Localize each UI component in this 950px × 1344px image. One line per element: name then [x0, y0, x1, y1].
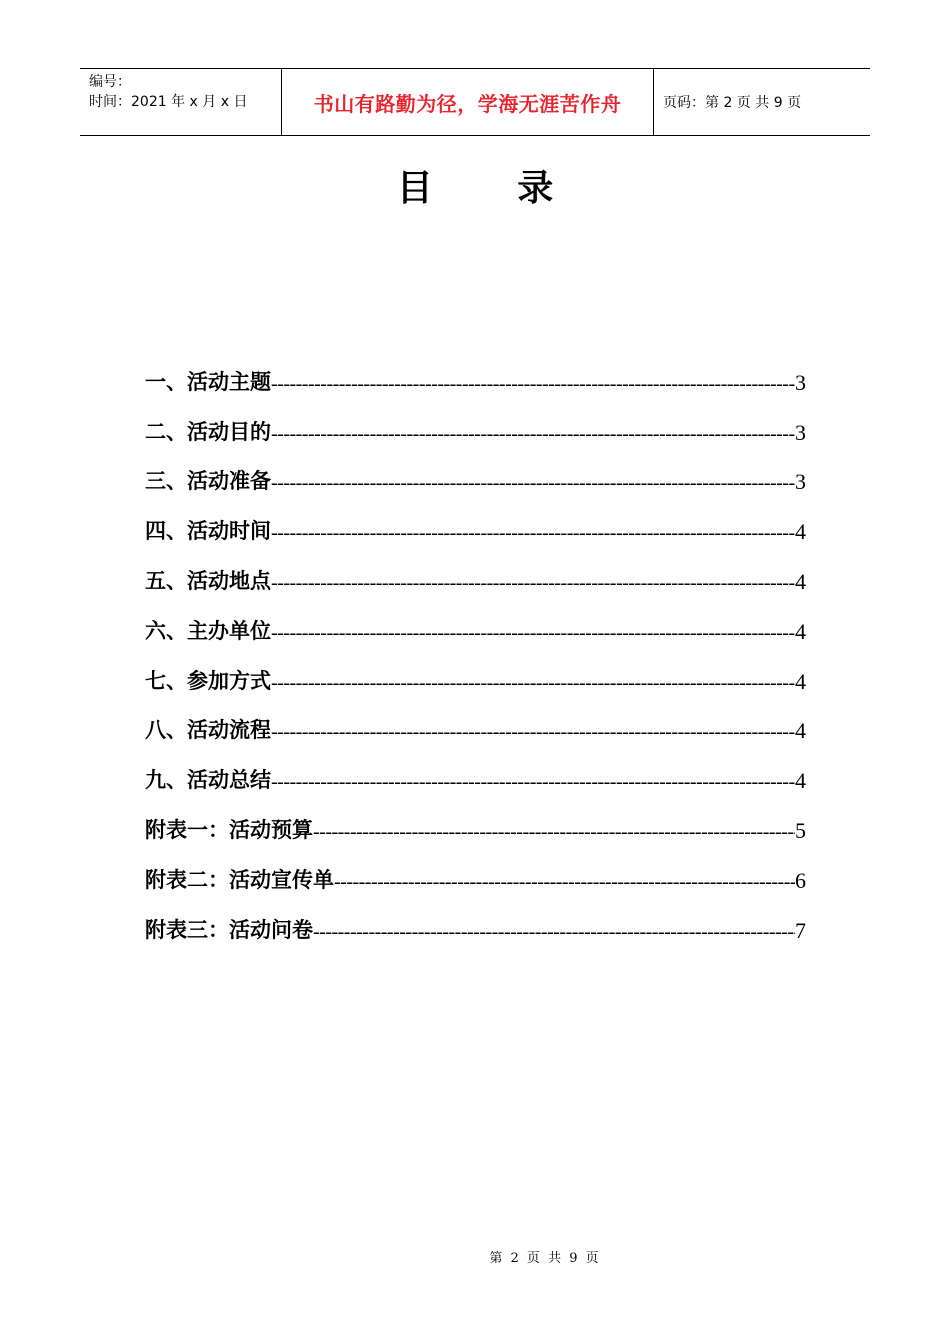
toc-item[interactable]: [145, 844, 806, 894]
toc-item[interactable]: [145, 794, 806, 844]
toc-leader: [271, 423, 795, 446]
toc-leader: [271, 721, 795, 744]
toc-item-page: 4: [795, 618, 806, 644]
toc-item-label: 附表一：活动预算: [145, 817, 313, 842]
toc-item-page: 4: [795, 568, 806, 594]
toc-item[interactable]: [145, 446, 806, 496]
toc-item[interactable]: [145, 396, 806, 446]
toc-item-label: 二、活动目的: [145, 419, 271, 444]
toc-item[interactable]: [145, 545, 806, 595]
toc-item-label: 六、主办单位: [145, 618, 271, 643]
document-header: [80, 68, 870, 136]
header-page-cell: [654, 69, 870, 135]
toc-item-label: 五、活动地点: [145, 568, 271, 593]
toc-item-page: 5: [795, 817, 806, 843]
header-motto-cell: [282, 69, 654, 135]
toc-item-label: 九、活动总结: [145, 768, 271, 793]
toc-item[interactable]: [145, 346, 806, 396]
toc-item-page: 6: [795, 867, 806, 893]
toc-item-page: 4: [795, 768, 806, 794]
toc-item-label: 八、活动流程: [145, 718, 271, 743]
toc-item-page: 4: [795, 519, 806, 545]
toc-leader: [334, 871, 795, 894]
toc-leader: [313, 921, 795, 944]
toc-item-label: 一、活动主题: [145, 369, 271, 394]
toc-item-page: 4: [795, 718, 806, 744]
toc-item-page: 7: [795, 917, 806, 943]
page-footer: 第 2 页 共 9 页: [489, 1251, 601, 1266]
toc-item-label: 七、参加方式: [145, 668, 271, 693]
toc-item[interactable]: [145, 595, 806, 645]
toc-leader: [271, 771, 795, 794]
header-meta-cell: [80, 69, 282, 135]
number-label: 编号：: [89, 74, 131, 90]
toc-item[interactable]: [145, 894, 806, 944]
toc-leader: [271, 472, 795, 495]
table-of-contents: [145, 346, 806, 944]
toc-leader: [313, 821, 795, 844]
toc-leader: [271, 572, 795, 595]
date-label: 时间：2021 年 x 月 x 日: [89, 94, 248, 110]
toc-item[interactable]: [145, 695, 806, 745]
toc-item[interactable]: [145, 744, 806, 794]
toc-leader: [271, 373, 795, 396]
toc-item-label: 附表二：活动宣传单: [145, 867, 334, 892]
toc-item-page: 4: [795, 668, 806, 694]
toc-item[interactable]: [145, 645, 806, 695]
toc-item[interactable]: [145, 495, 806, 545]
toc-item-page: 3: [795, 369, 806, 395]
toc-item-page: 3: [795, 469, 806, 495]
toc-item-page: 3: [795, 419, 806, 445]
toc-leader: [271, 672, 795, 695]
motto-text: 书山有路勤为径，学海无涯苦作舟: [313, 91, 622, 116]
toc-leader: [271, 622, 795, 645]
toc-item-label: 三、活动准备: [145, 469, 271, 494]
page-title: 目 录: [396, 168, 590, 209]
toc-leader: [271, 522, 795, 545]
toc-item-label: 附表三：活动问卷: [145, 917, 313, 942]
page-info: 页码：第 2 页 共 9 页: [663, 95, 802, 111]
toc-item-label: 四、活动时间: [145, 519, 271, 544]
